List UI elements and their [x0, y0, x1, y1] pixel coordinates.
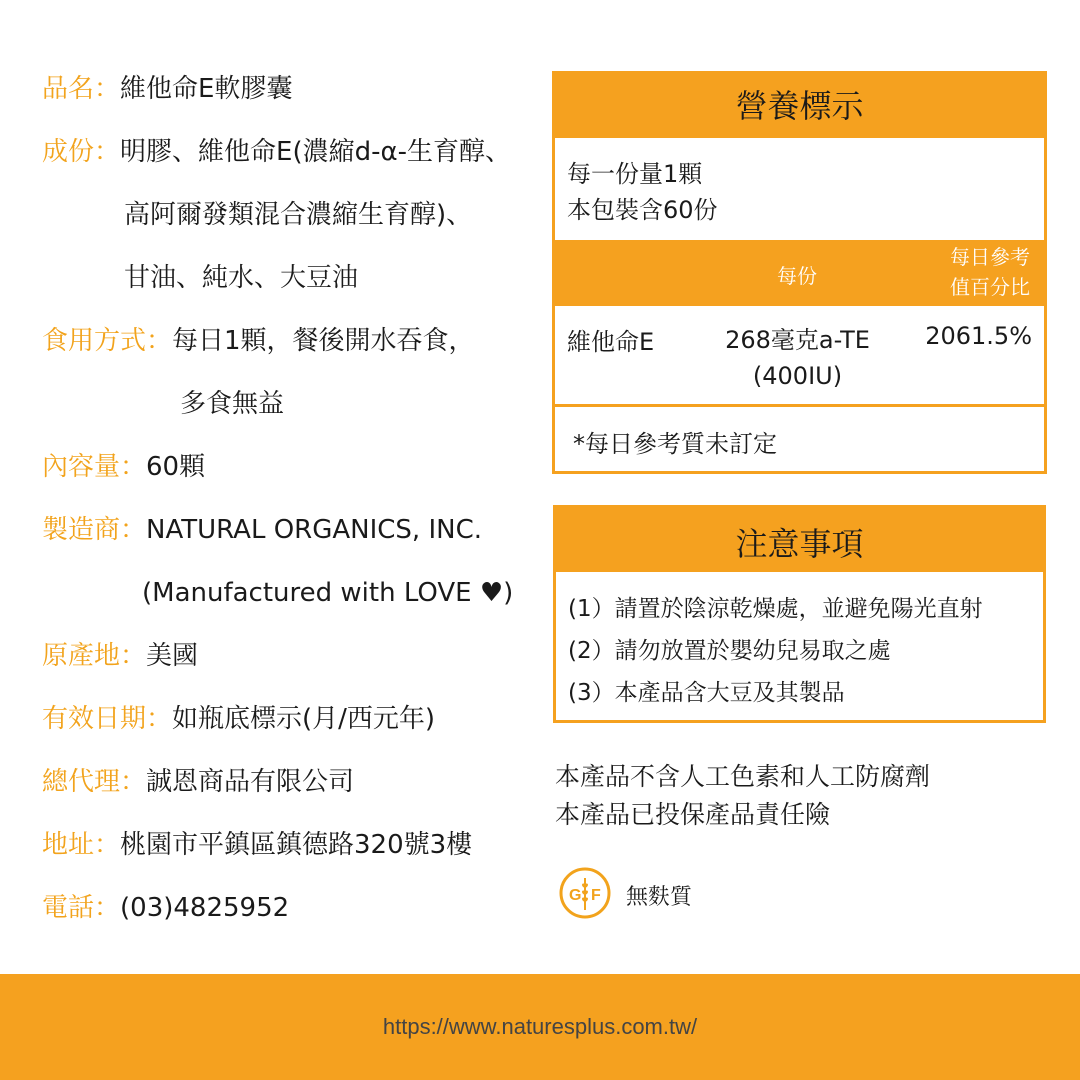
- usage-line-2: 多食無益: [180, 389, 285, 419]
- expiry-row: [42, 702, 435, 736]
- ingredients-line-2: 高阿爾發類混合濃縮生育醇)、: [124, 200, 473, 230]
- agent-value: 誠恩商品有限公司: [146, 767, 355, 797]
- origin-row: [42, 639, 198, 673]
- nutrient-daily-value: 2061.5%: [925, 322, 1032, 350]
- warning-item: (1）請置於陰涼乾燥處，並避免陽光直射: [568, 596, 983, 622]
- nutrition-footnote: *每日參考質未訂定: [573, 430, 777, 458]
- warnings-title: 注意事項: [556, 508, 1043, 572]
- product-name-label: 品名：: [42, 74, 121, 104]
- nutrient-amount-line-2: (400IU): [752, 362, 843, 390]
- note-insured: 本產品已投保產品責任險: [555, 800, 831, 829]
- manufacturer-label: 製造商：: [42, 515, 147, 545]
- expiry-label: 有效日期：: [42, 704, 173, 734]
- serving-info: [567, 156, 718, 228]
- usage-row: [42, 324, 475, 358]
- origin-label: 原產地：: [42, 641, 147, 671]
- website-link[interactable]: https://www.naturesplus.com.tw/: [382, 1014, 698, 1039]
- nutrition-divider: [555, 404, 1044, 407]
- address-row: [42, 828, 472, 862]
- nutrient-amount-line-1: 268毫克a-TE: [725, 326, 870, 354]
- nutrient-amount: [715, 322, 880, 394]
- usage-line-1: 每日1顆，餐後開水吞食，: [172, 326, 475, 356]
- expiry-value: 如瓶底標示(月/西元年): [172, 704, 436, 734]
- ingredients-label: 成份：: [42, 137, 121, 167]
- serving-size: 每一份量1顆: [567, 160, 703, 188]
- product-notes: [555, 758, 930, 834]
- manufacturer-line-2: (Manufactured with LOVE ♥): [142, 578, 514, 608]
- manufacturer-row: [42, 513, 482, 547]
- address-value: 桃園市平鎮區鎮德路320號3樓: [120, 830, 473, 860]
- col-per-serving: 每份: [777, 264, 817, 288]
- nutrient-name: 維他命E: [567, 328, 655, 356]
- nutrition-header-band: [555, 240, 1044, 306]
- col-dv-line-1: 每日參考: [950, 245, 1030, 269]
- origin-value: 美國: [146, 641, 199, 671]
- product-name-value: 維他命E軟膠囊: [120, 74, 293, 104]
- ingredients-row: [42, 135, 511, 169]
- footer-bar: [0, 974, 1080, 1080]
- warning-item: (3）本產品含大豆及其製品: [568, 680, 845, 706]
- usage-label: 食用方式：: [42, 326, 173, 356]
- svg-text:G: G: [569, 887, 582, 904]
- phone-value: (03)4825952: [120, 893, 290, 923]
- gluten-free-icon: [558, 866, 612, 920]
- warnings-panel: [553, 505, 1046, 723]
- manufacturer-line-1: NATURAL ORGANICS, INC.: [146, 515, 482, 545]
- phone-label: 電話：: [42, 893, 121, 923]
- agent-row: [42, 765, 354, 799]
- svg-text:F: F: [591, 887, 601, 904]
- phone-row: [42, 891, 289, 925]
- ingredients-line-1: 明膠、維他命E(濃縮d-α-生育醇、: [120, 137, 511, 167]
- nutrition-title: 營養標示: [555, 74, 1044, 138]
- warning-item: (2）請勿放置於嬰幼兒易取之處: [568, 638, 891, 664]
- content-value: 60顆: [146, 452, 206, 482]
- content-row: [42, 450, 205, 484]
- agent-label: 總代理：: [42, 767, 147, 797]
- content-label: 內容量：: [42, 452, 147, 482]
- product-name-row: [42, 72, 292, 106]
- col-daily-value: [950, 242, 1030, 302]
- servings-per-pack: 本包裝含60份: [567, 196, 718, 224]
- note-no-additives: 本產品不含人工色素和人工防腐劑: [555, 762, 931, 791]
- gluten-free-text: 無麩質: [626, 885, 693, 910]
- nutrition-facts-panel: [552, 71, 1047, 474]
- ingredients-line-3: 甘油、純水、大豆油: [124, 263, 359, 293]
- col-dv-line-2: 值百分比: [950, 275, 1030, 299]
- address-label: 地址：: [42, 830, 121, 860]
